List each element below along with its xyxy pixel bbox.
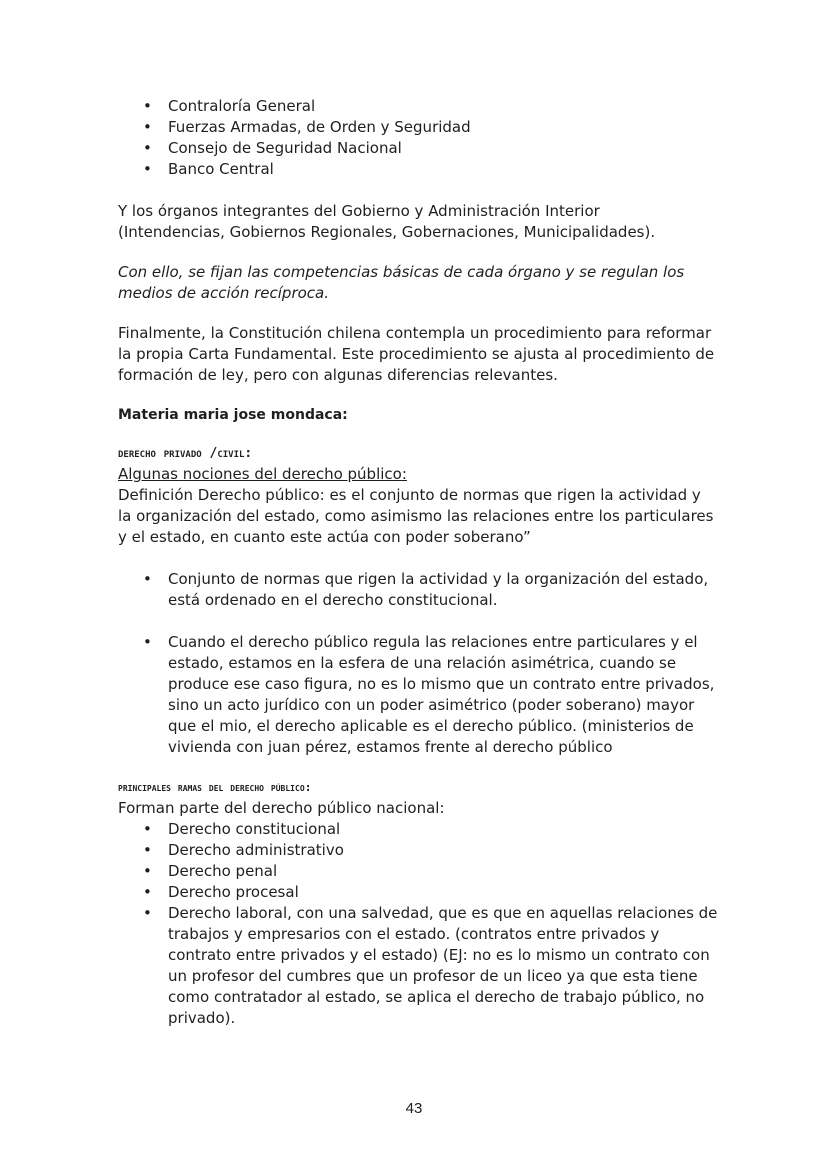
document-page [118, 96, 718, 1029]
italic-paragraph: Con ello, se fijan las competencias básicas de cada órgano y se regulan los medios de acción recíproca. [118, 263, 685, 302]
subsection-title: Algunas nociones del derecho público: [118, 465, 407, 483]
ramas-intro: Forman parte del derecho público nacional: [118, 799, 445, 817]
list-item: • Conjunto de normas que rigen la actividad y la organización del estado, está ordenado en el derecho constitucional. [118, 569, 718, 611]
list-item: • Consejo de Seguridad Nacional [118, 138, 718, 159]
list-item: • Derecho penal [118, 861, 718, 882]
nociones-list [118, 569, 718, 758]
list-item: • Contraloría General [118, 96, 718, 117]
organos-paragraph [118, 201, 718, 243]
list-item: • Banco Central [118, 159, 718, 180]
ramas-list [118, 819, 718, 1029]
page-number: 43 [405, 1100, 423, 1117]
list-item: • Fuerzas Armadas, de Orden y Seguridad [118, 117, 718, 138]
list-item: • Derecho laboral, con una salvedad, que es que en aquellas relaciones de trabajos y empresarios con el estado. (contratos entre privados y contrato entre privados y el estado) (EJ: no es lo mismo un contrato con un profesor del cumbres que un profesor de un liceo ya que esta tiene como contratador al estado, se aplica el derecho de trabajo público, no privado). [118, 903, 718, 1029]
ramas-title: principales ramas del derecho público: [118, 780, 312, 794]
reform-paragraph: Finalmente, la Constitución chilena contempla un procedimiento para reformar la propia Carta Fundamental. Este procedimiento se ajusta al procedimiento de formación de ley, pero con algunas diferencias relevantes. [118, 324, 715, 384]
materia-label: Materia maria jose mondaca: [118, 407, 348, 423]
list-item: • Derecho constitucional [118, 819, 718, 840]
list-item: • Derecho procesal [118, 882, 718, 903]
organos-line-2: (Intendencias, Gobiernos Regionales, Gobernaciones, Municipalidades). [118, 223, 656, 241]
list-item: • Derecho administrativo [118, 840, 718, 861]
list-item: • Cuando el derecho público regula las relaciones entre particulares y el estado, estamos en la esfera de una relación asimétrica, cuando se produce ese caso figura, no es lo mismo que un contrato entre privados, sino un acto jurídico con un poder asimétrico (poder soberano) mayor que el mio, el derecho aplicable es el derecho público. (ministerios de vivienda con juan pérez, estamos frente al derecho público [118, 632, 718, 758]
organos-list [118, 96, 718, 180]
section-title: derecho privado /civil: [118, 446, 253, 461]
definition-paragraph: Definición Derecho público: es el conjunto de normas que rigen la actividad y la organización del estado, como asimismo las relaciones entre los particulares y el estado, en cuanto este actúa con poder soberano” [118, 486, 714, 546]
organos-line-1: Y los órganos integrantes del Gobierno y Administración Interior [118, 202, 600, 220]
